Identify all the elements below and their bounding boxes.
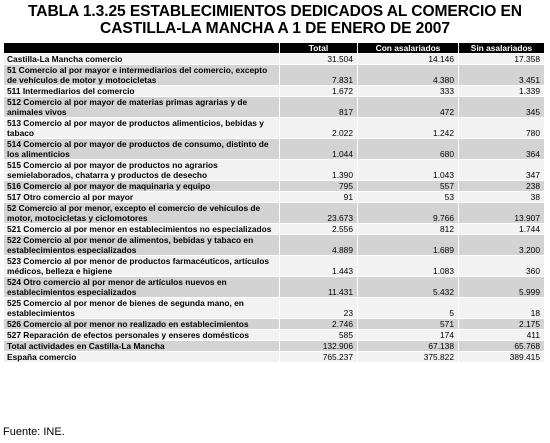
row-con-asalariados: 1.043	[358, 160, 459, 181]
commerce-table	[3, 42, 545, 363]
row-label: 52 Comercio al por menor, excepto el comercio de vehículos de motor, motocicletas y ciclomotores	[4, 203, 280, 224]
row-sin-asalariados: 780	[459, 118, 545, 139]
table-row	[4, 341, 545, 352]
table-row	[4, 319, 545, 330]
header-label	[4, 43, 280, 54]
row-total: 1.672	[280, 86, 358, 97]
row-sin-asalariados: 17.358	[459, 54, 545, 65]
row-label: 524 Otro comercio al por menor de artículos nuevos en establecimientos especializados	[4, 277, 280, 298]
row-total: 2.022	[280, 118, 358, 139]
table-row	[4, 330, 545, 341]
title-line-1: TABLA 1.3.25 ESTABLECIMIENTOS DEDICADOS AL COMERCIO EN	[28, 3, 522, 20]
header-sin-asalariados: Sin asalariados	[459, 43, 545, 54]
row-con-asalariados: 571	[358, 319, 459, 330]
row-total: 7.831	[280, 65, 358, 86]
row-label: 522 Comercio al por menor de alimentos, bebidas y tabaco en establecimientos especializados	[4, 235, 280, 256]
table-row	[4, 256, 545, 277]
row-con-asalariados: 333	[358, 86, 459, 97]
table-title	[0, 0, 550, 37]
row-con-asalariados: 174	[358, 330, 459, 341]
row-total: 23	[280, 298, 358, 319]
row-sin-asalariados: 411	[459, 330, 545, 341]
row-con-asalariados: 67.138	[358, 341, 459, 352]
table-row	[4, 352, 545, 363]
title-line-2: CASTILLA-LA MANCHA A 1 DE ENERO DE 2007	[100, 20, 450, 37]
row-con-asalariados: 1.083	[358, 256, 459, 277]
row-con-asalariados: 472	[358, 97, 459, 118]
header-total: Total	[280, 43, 358, 54]
row-sin-asalariados: 364	[459, 139, 545, 160]
row-label: 521 Comercio al por menor en establecimientos no especializados	[4, 224, 280, 235]
row-label: 525 Comercio al por menor de bienes de segunda mano, en establecimientos	[4, 298, 280, 319]
row-total: 11.431	[280, 277, 358, 298]
table-row	[4, 224, 545, 235]
row-con-asalariados: 5	[358, 298, 459, 319]
table-row	[4, 203, 545, 224]
row-label: España comercio	[4, 352, 280, 363]
row-sin-asalariados: 65.768	[459, 341, 545, 352]
row-con-asalariados: 9.766	[358, 203, 459, 224]
table-row	[4, 181, 545, 192]
row-sin-asalariados: 18	[459, 298, 545, 319]
row-sin-asalariados: 13.907	[459, 203, 545, 224]
row-sin-asalariados: 360	[459, 256, 545, 277]
row-total: 31.504	[280, 54, 358, 65]
row-total: 23.673	[280, 203, 358, 224]
row-sin-asalariados: 347	[459, 160, 545, 181]
table-row	[4, 54, 545, 65]
row-con-asalariados: 4.380	[358, 65, 459, 86]
table-row	[4, 298, 545, 319]
row-label: 513 Comercio al por mayor de productos alimenticios, bebidas y tabaco	[4, 118, 280, 139]
row-label: Castilla-La Mancha comercio	[4, 54, 280, 65]
row-total: 4.889	[280, 235, 358, 256]
row-con-asalariados: 14.146	[358, 54, 459, 65]
row-label: 514 Comercio al por mayor de productos de consumo, distinto de los alimenticios	[4, 139, 280, 160]
table-row	[4, 235, 545, 256]
row-sin-asalariados: 345	[459, 97, 545, 118]
row-total: 1.390	[280, 160, 358, 181]
row-con-asalariados: 375.822	[358, 352, 459, 363]
header-con-asalariados: Con asalariados	[358, 43, 459, 54]
row-total: 2.746	[280, 319, 358, 330]
table-row	[4, 118, 545, 139]
row-sin-asalariados: 2.175	[459, 319, 545, 330]
source-note: Fuente: INE.	[3, 426, 65, 438]
table-header-row	[4, 43, 545, 54]
table-row	[4, 86, 545, 97]
row-con-asalariados: 1.242	[358, 118, 459, 139]
row-label: 511 Intermediarios del comercio	[4, 86, 280, 97]
row-sin-asalariados: 238	[459, 181, 545, 192]
row-total: 91	[280, 192, 358, 203]
table-row	[4, 139, 545, 160]
table-row	[4, 160, 545, 181]
row-con-asalariados: 680	[358, 139, 459, 160]
row-label: 517 Otro comercio al por mayor	[4, 192, 280, 203]
row-total: 817	[280, 97, 358, 118]
row-sin-asalariados: 5.999	[459, 277, 545, 298]
row-sin-asalariados: 1.744	[459, 224, 545, 235]
row-total: 1.044	[280, 139, 358, 160]
row-sin-asalariados: 3.200	[459, 235, 545, 256]
row-total: 132.906	[280, 341, 358, 352]
row-total: 2.556	[280, 224, 358, 235]
row-label: 523 Comercio al por menor de productos farmacéuticos, artículos médicos, belleza e higiene	[4, 256, 280, 277]
row-total: 795	[280, 181, 358, 192]
row-con-asalariados: 557	[358, 181, 459, 192]
table-body	[4, 54, 545, 363]
row-total: 765.237	[280, 352, 358, 363]
row-label: 516 Comercio al por mayor de maquinaria y equipo	[4, 181, 280, 192]
row-con-asalariados: 1.689	[358, 235, 459, 256]
row-label: 526 Comercio al por menor no realizado en establecimientos	[4, 319, 280, 330]
table-row	[4, 192, 545, 203]
row-con-asalariados: 53	[358, 192, 459, 203]
row-total: 585	[280, 330, 358, 341]
table-row	[4, 277, 545, 298]
row-con-asalariados: 5.432	[358, 277, 459, 298]
row-label: 515 Comercio al por mayor de productos no agrarios semielaborados, chatarra y productos de desecho	[4, 160, 280, 181]
row-total: 1.443	[280, 256, 358, 277]
row-sin-asalariados: 3.451	[459, 65, 545, 86]
row-label: 512 Comercio al por mayor de materias primas agrarias y de animales vivos	[4, 97, 280, 118]
row-label: 51 Comercio al por mayor e intermediarios del comercio, excepto de vehículos de motor y motocicletas	[4, 65, 280, 86]
row-sin-asalariados: 1.339	[459, 86, 545, 97]
table-row	[4, 97, 545, 118]
row-sin-asalariados: 389.415	[459, 352, 545, 363]
row-label: 527 Reparación de efectos personales y enseres domésticos	[4, 330, 280, 341]
table-row	[4, 65, 545, 86]
row-sin-asalariados: 38	[459, 192, 545, 203]
row-con-asalariados: 812	[358, 224, 459, 235]
row-label: Total actividades en Castilla-La Mancha	[4, 341, 280, 352]
